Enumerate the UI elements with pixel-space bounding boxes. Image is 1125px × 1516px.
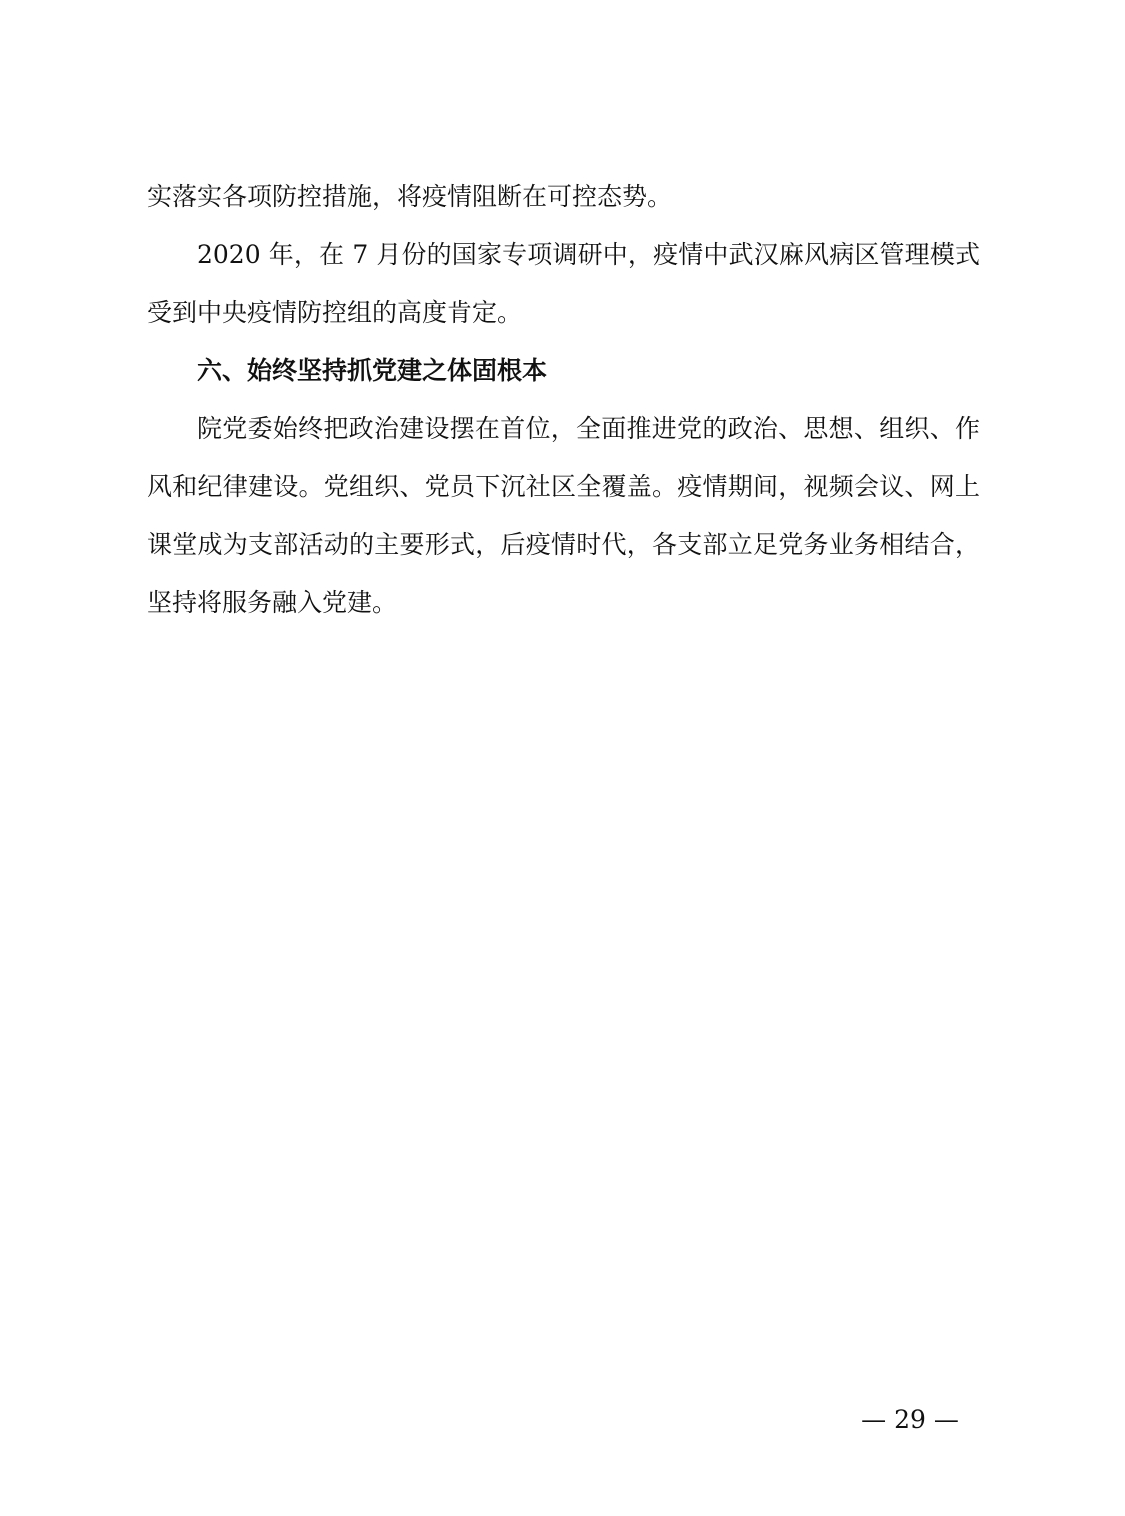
page-number: — 29 — [861,1405,959,1434]
paragraph-line: 坚持将服务融入党建。 [147,588,398,617]
paragraph-line: 课堂成为支部活动的主要形式，后疫情时代，各支部立足党务业务相结合， [147,530,980,559]
paragraph-line: 受到中央疫情防控组的高度肯定。 [147,298,523,327]
paragraph-line: 院党委始终把政治建设摆在首位，全面推进党的政治、思想、组织、作 [197,414,980,443]
paragraph-line: 2020 年，在 7 月份的国家专项调研中，疫情中武汉麻风病区管理模式 [197,240,980,269]
paragraph-line: 风和纪律建设。党组织、党员下沉社区全覆盖。疫情期间，视频会议、网上 [147,472,980,501]
section-heading: 六、始终坚持抓党建之体固根本 [197,356,548,385]
paragraph-line: 实落实各项防控措施，将疫情阻断在可控态势。 [147,182,673,211]
document-body [147,168,980,632]
